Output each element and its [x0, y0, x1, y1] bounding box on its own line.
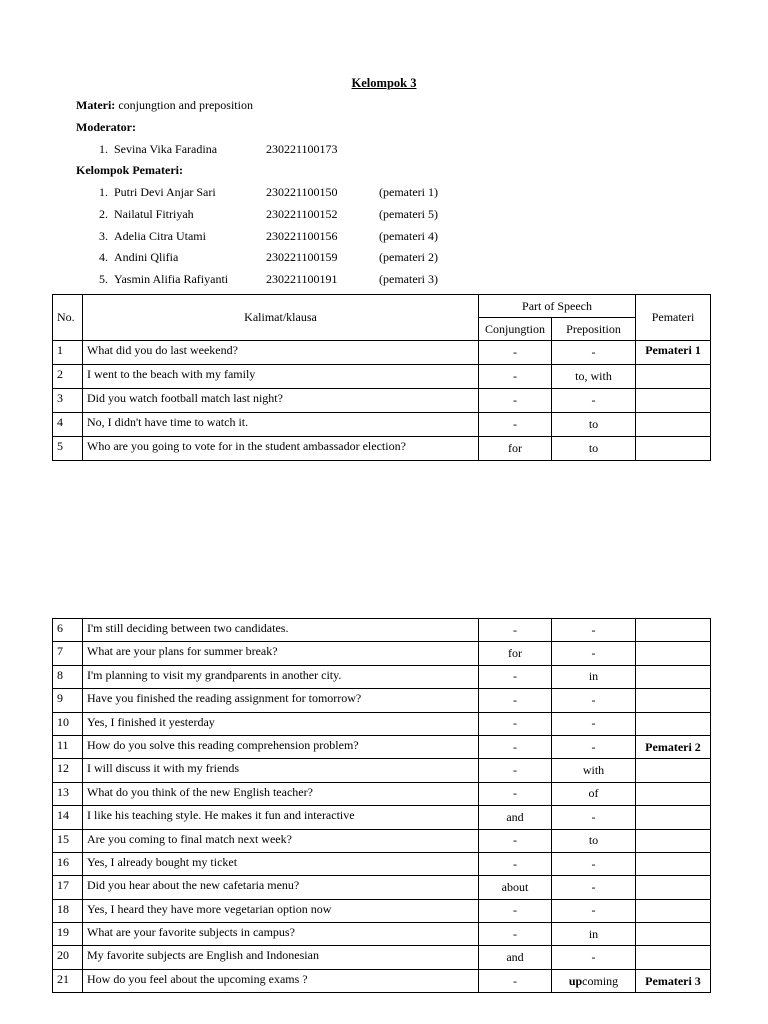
- table-row: [53, 876, 711, 899]
- row-pemateri: [636, 665, 711, 688]
- row-prep: -: [552, 619, 636, 642]
- speech-table-part-1: [52, 294, 711, 461]
- row-prep: -: [552, 642, 636, 665]
- row-sentence: What are your favorite subjects in campus?: [83, 923, 479, 946]
- row-pemateri: [636, 946, 711, 969]
- row-pemateri: [636, 642, 711, 665]
- person-name: Yasmin Alifia Rafiyanti: [114, 272, 229, 286]
- row-sentence: Yes, I already bought my ticket: [83, 852, 479, 875]
- header-preposition: Preposition: [552, 318, 636, 341]
- person-name: Andini Qlifia: [114, 250, 179, 264]
- person-nim: 230221100150: [266, 185, 338, 199]
- row-no: 5: [53, 437, 83, 461]
- row-conj: -: [479, 665, 552, 688]
- row-pemateri: [636, 712, 711, 735]
- row-conj: -: [479, 923, 552, 946]
- row-pemateri: [636, 759, 711, 782]
- row-conj: about: [479, 876, 552, 899]
- list-number: 3.: [99, 229, 108, 243]
- row-sentence: How do you solve this reading comprehension problem?: [83, 735, 479, 758]
- materi-label: Materi:: [76, 98, 116, 112]
- table-row: [53, 413, 711, 437]
- row-conj: for: [479, 437, 552, 461]
- row-prep: -: [552, 876, 636, 899]
- list-number: 2.: [99, 207, 108, 221]
- row-conj: -: [479, 969, 552, 992]
- row-pemateri: [636, 389, 711, 413]
- row-no: 19: [53, 923, 83, 946]
- row-sentence: Yes, I heard they have more vegetarian option now: [83, 899, 479, 922]
- row-prep: with: [552, 759, 636, 782]
- row-no: 9: [53, 689, 83, 712]
- row-no: 6: [53, 619, 83, 642]
- row-sentence: My favorite subjects are English and Indonesian: [83, 946, 479, 969]
- row-sentence: Did you watch football match last night?: [83, 389, 479, 413]
- list-number: 4.: [99, 250, 108, 264]
- row-no: 15: [53, 829, 83, 852]
- row-conj: -: [479, 619, 552, 642]
- pemateri-label: Kelompok Pemateri:: [76, 163, 183, 177]
- person-nim: 230221100159: [266, 250, 338, 264]
- row-sentence: No, I didn't have time to watch it.: [83, 413, 479, 437]
- row-sentence: What are your plans for summer break?: [83, 642, 479, 665]
- row-prep: of: [552, 782, 636, 805]
- person-role: (pemateri 5): [379, 207, 438, 221]
- table-row: [53, 365, 711, 389]
- list-number: 1.: [99, 142, 108, 156]
- row-no: 10: [53, 712, 83, 735]
- table-row: [53, 712, 711, 735]
- row-pemateri: [636, 437, 711, 461]
- table-row: [53, 946, 711, 969]
- row-conj: -: [479, 413, 552, 437]
- table-row: [53, 759, 711, 782]
- row-pemateri: Pemateri 2: [636, 735, 711, 758]
- table-row: [53, 852, 711, 875]
- row-sentence: I went to the beach with my family: [83, 365, 479, 389]
- table-row: [53, 437, 711, 461]
- table-row: [53, 389, 711, 413]
- row-sentence: Who are you going to vote for in the student ambassador election?: [83, 437, 479, 461]
- row-pemateri: [636, 876, 711, 899]
- table-row: [53, 665, 711, 688]
- row-no: 1: [53, 341, 83, 365]
- row-prep: -: [552, 899, 636, 922]
- row-conj: -: [479, 341, 552, 365]
- person-name: Adelia Citra Utami: [114, 229, 206, 243]
- table-row: [53, 923, 711, 946]
- row-sentence: I will discuss it with my friends: [83, 759, 479, 782]
- person-role: (pemateri 3): [379, 272, 438, 286]
- person-name: Sevina Vika Faradina: [114, 142, 218, 156]
- row-no: 17: [53, 876, 83, 899]
- row-no: 21: [53, 969, 83, 992]
- table-row: [53, 619, 711, 642]
- row-prep: to, with: [552, 365, 636, 389]
- person-name: Putri Devi Anjar Sari: [114, 185, 216, 199]
- row-pemateri: [636, 852, 711, 875]
- moderator-label: Moderator:: [76, 120, 136, 134]
- prep-bold-part: up: [568, 973, 583, 988]
- row-prep: in: [552, 665, 636, 688]
- row-prep: in: [552, 923, 636, 946]
- row-conj: -: [479, 365, 552, 389]
- row-conj: -: [479, 899, 552, 922]
- header-kalimat: Kalimat/klausa: [83, 295, 479, 341]
- row-sentence: I'm still deciding between two candidates.: [83, 619, 479, 642]
- table-row: [53, 899, 711, 922]
- table-row: [53, 829, 711, 852]
- table-row: [53, 341, 711, 365]
- row-conj: for: [479, 642, 552, 665]
- materi-value: conjungtion and preposition: [118, 98, 253, 112]
- header-conjungtion: Conjungtion: [479, 318, 552, 341]
- row-pemateri: Pemateri 3: [636, 969, 711, 992]
- row-sentence: Did you hear about the new cafetaria menu?: [83, 876, 479, 899]
- row-no: 16: [53, 852, 83, 875]
- row-conj: -: [479, 389, 552, 413]
- row-prep: -: [552, 341, 636, 365]
- person-name: Nailatul Fitriyah: [114, 207, 194, 221]
- row-pemateri: [636, 806, 711, 829]
- person-role: (pemateri 2): [379, 250, 438, 264]
- row-no: 4: [53, 413, 83, 437]
- row-no: 18: [53, 899, 83, 922]
- row-no: 2: [53, 365, 83, 389]
- table-row: [53, 642, 711, 665]
- row-pemateri: [636, 829, 711, 852]
- row-prep: -: [552, 946, 636, 969]
- row-pemateri: Pemateri 1: [636, 341, 711, 365]
- row-no: 7: [53, 642, 83, 665]
- row-pemateri: [636, 923, 711, 946]
- row-sentence: Have you finished the reading assignment for tomorrow?: [83, 689, 479, 712]
- row-no: 8: [53, 665, 83, 688]
- row-sentence: Yes, I finished it yesterday: [83, 712, 479, 735]
- row-pemateri: [636, 689, 711, 712]
- list-number: 1.: [99, 185, 108, 199]
- person-nim: 230221100173: [266, 142, 338, 156]
- row-prep: -: [552, 852, 636, 875]
- row-sentence: What did you do last weekend?: [83, 341, 479, 365]
- row-conj: and: [479, 946, 552, 969]
- person-nim: 230221100152: [266, 207, 338, 221]
- row-prep: [552, 969, 636, 992]
- row-no: 3: [53, 389, 83, 413]
- row-conj: -: [479, 852, 552, 875]
- row-conj: -: [479, 759, 552, 782]
- row-prep: -: [552, 806, 636, 829]
- row-no: 13: [53, 782, 83, 805]
- header-part-of-speech: Part of Speech: [479, 295, 636, 318]
- row-no: 12: [53, 759, 83, 782]
- row-pemateri: [636, 782, 711, 805]
- row-conj: -: [479, 735, 552, 758]
- row-conj: -: [479, 782, 552, 805]
- list-number: 5.: [99, 272, 108, 286]
- person-nim: 230221100156: [266, 229, 338, 243]
- row-no: 20: [53, 946, 83, 969]
- row-prep: to: [552, 829, 636, 852]
- table-row: [53, 969, 711, 992]
- document-title: Kelompok 3: [351, 76, 417, 90]
- row-conj: -: [479, 689, 552, 712]
- row-pemateri: [636, 619, 711, 642]
- row-prep: -: [552, 712, 636, 735]
- table-row: [53, 689, 711, 712]
- row-pemateri: [636, 365, 711, 389]
- row-sentence: How do you feel about the upcoming exams ?: [83, 969, 479, 992]
- row-sentence: What do you think of the new English teacher?: [83, 782, 479, 805]
- row-sentence: Are you coming to final match next week?: [83, 829, 479, 852]
- person-role: (pemateri 4): [379, 229, 438, 243]
- row-no: 14: [53, 806, 83, 829]
- row-conj: -: [479, 712, 552, 735]
- table-row: [53, 806, 711, 829]
- prep-rest-part: coming: [582, 973, 619, 988]
- row-conj: and: [479, 806, 552, 829]
- row-sentence: I'm planning to visit my grandparents in another city.: [83, 665, 479, 688]
- table-row: [53, 782, 711, 805]
- materi-line: [76, 98, 253, 113]
- row-prep: -: [552, 689, 636, 712]
- row-no: 11: [53, 735, 83, 758]
- person-nim: 230221100191: [266, 272, 338, 286]
- header-pemateri: Pemateri: [636, 295, 711, 341]
- row-conj: -: [479, 829, 552, 852]
- row-pemateri: [636, 413, 711, 437]
- row-prep: -: [552, 389, 636, 413]
- table-row: [53, 735, 711, 758]
- person-role: (pemateri 1): [379, 185, 438, 199]
- row-prep: -: [552, 735, 636, 758]
- row-prep: to: [552, 437, 636, 461]
- row-pemateri: [636, 899, 711, 922]
- row-prep: to: [552, 413, 636, 437]
- header-no: No.: [53, 295, 83, 341]
- speech-table-part-2: [52, 618, 711, 993]
- row-sentence: I like his teaching style. He makes it fun and interactive: [83, 806, 479, 829]
